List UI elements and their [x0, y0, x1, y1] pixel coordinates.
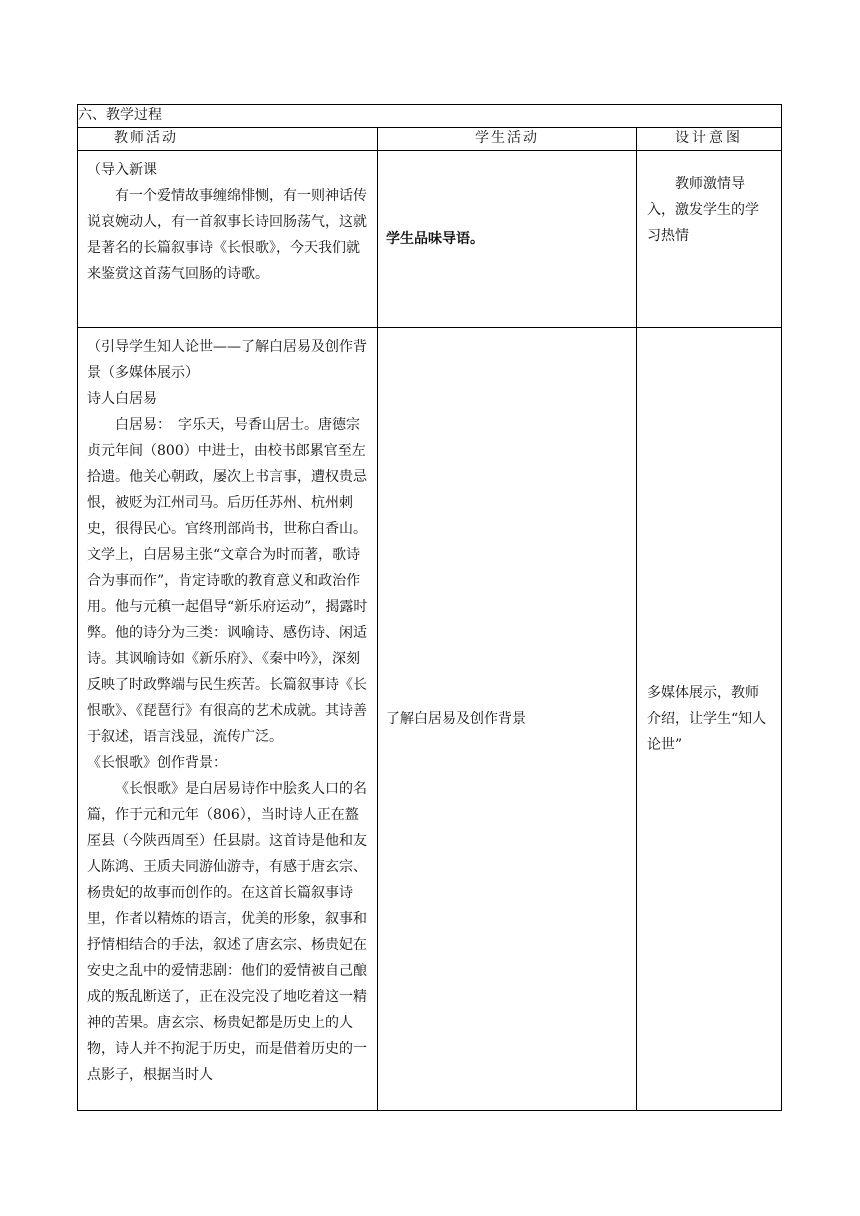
- student-activity-cell: [378, 151, 637, 328]
- paragraph: 诗人白居易: [87, 391, 157, 407]
- header-row: [78, 128, 782, 151]
- paragraph: （导入新课: [87, 162, 157, 178]
- design-intent-text: 多媒体展示，教师介绍，让学生“知人论世”: [647, 685, 767, 753]
- design-intent-text: 教师激情导入，激发学生的学习热情: [647, 176, 759, 244]
- paragraph: 《长恨歌》是白居易诗作中脍炙人口的名篇，作于元和元年（806），当时诗人正在盩厔县（今陕西周至）任县尉。这首诗是他和友人陈鸿、王质夫同游仙游寺，有感于唐玄宗、杨贵妃的故事而创作的。在这首长篇叙事诗里，作者以精炼的语言，优美的形象，叙事和抒情相结合的手法，叙述了唐玄宗、杨贵妃在安史之乱中的爱情悲剧：他们的爱情被自己酿成的叛乱断送了，正在没完没了地吃着这一精神的苦果。唐玄宗、杨贵妃都是历史上的人物，诗人并不拘泥于历史，而是借着历史的一点影子，根据当时人: [87, 781, 367, 1083]
- paragraph: 《长恨歌》创作背景：: [87, 755, 227, 771]
- paragraph: （引导学生知人论世——了解白居易及创作背景（多媒体展示）: [87, 339, 367, 381]
- student-activity-text: 学生品味导语。: [386, 231, 484, 247]
- student-activity-text: 了解白居易及创作背景: [386, 711, 526, 727]
- student-activity-cell: [378, 328, 637, 1111]
- paragraph: 白居易： 字乐天，号香山居士。唐德宗贞元年间（800）中进士，由校书郎累官至左拾遗。他关心朝政，屡次上书言事，遭权贵忌恨，被贬为江州司马。后历任苏州、杭州刺史，很得民心。官终刑部尚书，世称白香山。文学上，白居易主张“文章合为时而著，歌诗合为事而作”，肯定诗歌的教育意义和政治作用。他与元稹一起倡导“新乐府运动”，揭露时弊。他的诗分为三类：讽喻诗、感伤诗、闲适诗。其讽喻诗如《新乐府》、《秦中吟》，深刻反映了时政弊端与民生疾苦。长篇叙事诗《长恨歌》、《琵琶行》有很高的艺术成就。其诗善于叙述，语言浅显，流传广泛。: [87, 417, 368, 745]
- section-title-row: [78, 105, 782, 128]
- teacher-activity-cell: [78, 328, 378, 1111]
- table-row: [78, 328, 782, 1111]
- teacher-activity-cell: [78, 151, 378, 328]
- teaching-process-table: [77, 104, 782, 1111]
- header-student-activity: 学生活动: [378, 128, 637, 151]
- design-intent-cell: [637, 328, 782, 1111]
- header-design-intent: 设计意图: [637, 128, 782, 151]
- section-title: 六、教学过程: [78, 105, 782, 128]
- table-row: [78, 151, 782, 328]
- design-intent-cell: [637, 151, 782, 328]
- paragraph: 有一个爱情故事缠绵悱恻，有一则神话传说哀婉动人，有一首叙事长诗回肠荡气，这就是著名的长篇叙事诗《长恨歌》，今天我们就来鉴赏这首荡气回肠的诗歌。: [87, 188, 367, 282]
- header-teacher-activity: 教师活动: [78, 128, 378, 151]
